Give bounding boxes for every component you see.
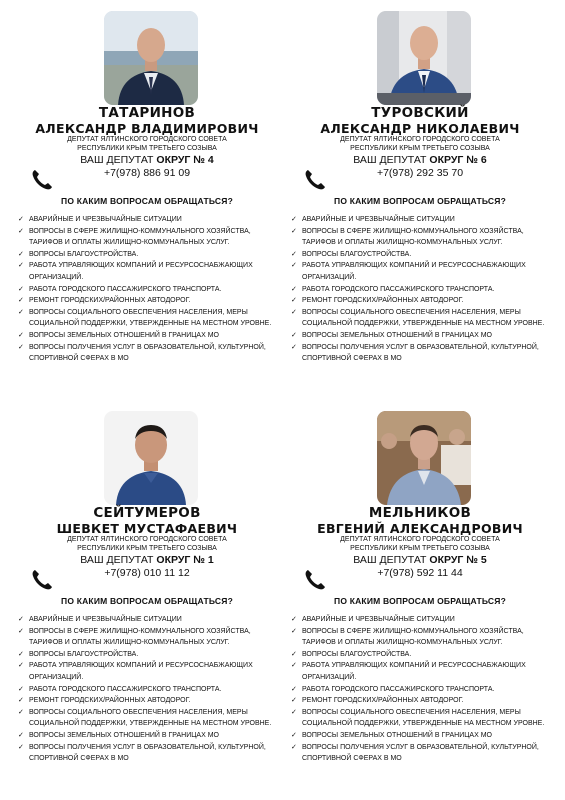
council-line-1: ДЕПУТАТ ЯЛТИНСКОГО ГОРОДСКОГО СОВЕТА <box>340 536 500 543</box>
phone-handset-icon <box>30 168 54 192</box>
checkmark-icon: ✓ <box>18 685 24 693</box>
topic-item: ✓ ВОПРОСЫ БЛАГОУСТРОЙСТВА. <box>291 649 551 661</box>
topic-item: ✓ ВОПРОСЫ В СФЕРЕ ЖИЛИЩНО-КОММУНАЛЬНОГО ХОЗЯЙСТВА, ТАРИФОВ И ОПЛАТЫ ЖИЛИЩНО-КОММУНАЛЬНЫХ УСЛУГ. <box>18 227 251 247</box>
deputy-surname: ТУРОВСКИЙ <box>371 105 469 121</box>
checkmark-icon: ✓ <box>18 343 24 351</box>
checkmark-icon: ✓ <box>291 708 297 716</box>
checkmark-icon: ✓ <box>291 250 297 258</box>
deputy-surname: ТАТАРИНОВ <box>98 105 196 121</box>
topic-item: ✓ РАБОТА УПРАВЛЯЮЩИХ КОМПАНИЙ И РЕСУРСОСНАБЖАЮЩИХ ОРГАНИЗАЦИЙ. <box>291 262 526 281</box>
checkmark-icon: ✓ <box>18 285 24 293</box>
council-line-1: ДЕПУТАТ ЯЛТИНСКОГО ГОРОДСКОГО СОВЕТА <box>67 536 227 543</box>
okrug-number: ОКРУГ № 1 <box>156 554 214 566</box>
checkmark-icon: ✓ <box>18 616 24 623</box>
topic-item: ✓ РАБОТА УПРАВЛЯЮЩИХ КОМПАНИЙ И РЕСУРСОСНАБЖАЮЩИХ ОРГАНИЗАЦИЙ. <box>18 662 253 681</box>
checkmark-icon: ✓ <box>291 662 297 670</box>
checkmark-icon: ✓ <box>18 216 24 223</box>
checkmark-icon: ✓ <box>291 627 297 635</box>
topic-item: ✓ ВОПРОСЫ СОЦИАЛЬНОГО ОБЕСПЕЧЕНИЯ НАСЕЛЕНИЯ, МЕРЫ СОЦИАЛЬНОЙ ПОДДЕРЖКИ, УТВЕРЖДЕННЫЕ НА МЕСТНОМ УРОВНЕ. <box>291 708 545 728</box>
topic-item: ✓ РАБОТА УПРАВЛЯЮЩИХ КОМПАНИЙ И РЕСУРСОСНАБЖАЮЩИХ ОРГАНИЗАЦИЙ. <box>291 662 526 681</box>
topic-item: ✓ ВОПРОСЫ ЗЕМЕЛЬНЫХ ОТНОШЕНИЙ В ГРАНИЦАХ МО <box>291 330 551 342</box>
council-line-1: ДЕПУТАТ ЯЛТИНСКОГО ГОРОДСКОГО СОВЕТА <box>340 136 500 143</box>
checkmark-icon: ✓ <box>291 216 297 223</box>
checkmark-icon: ✓ <box>18 708 24 716</box>
topic-item: ✓ АВАРИЙНЫЕ И ЧРЕЗВЫЧАЙНЫЕ СИТУАЦИИ <box>18 614 278 626</box>
topic-item: ✓ ВОПРОСЫ ПОЛУЧЕНИЯ УСЛУГ В ОБРАЗОВАТЕЛЬНОЙ, КУЛЬТУРНОЙ, СПОРТИВНОЙ СФЕРАХ В МО <box>18 343 266 363</box>
deputy-surname: СЕЙТУМЕРОВ <box>93 505 201 521</box>
checkmark-icon: ✓ <box>291 297 297 305</box>
checkmark-icon: ✓ <box>291 285 297 293</box>
council-line-2: РЕСПУБЛИКИ КРЫМ ТРЕТЬЕГО СОЗЫВА <box>77 144 217 152</box>
topic-item: ✓ РЕМОНТ ГОРОДСКИХ/РАЙОННЫХ АВТОДОРОГ. <box>291 295 551 307</box>
phone-number: +7(978) 886 91 09 <box>103 167 191 179</box>
topic-item: ✓ ВОПРОСЫ ПОЛУЧЕНИЯ УСЛУГ В ОБРАЗОВАТЕЛЬНОЙ, КУЛЬТУРНОЙ, СПОРТИВНОЙ СФЕРАХ В МО <box>291 743 539 763</box>
checkmark-icon: ✓ <box>291 685 297 693</box>
questions-title: ПО КАКИМ ВОПРОСАМ ОБРАЩАТЬСЯ? <box>61 596 233 606</box>
topic-item: ✓ ВОПРОСЫ БЛАГОУСТРОЙСТВА. <box>18 249 278 261</box>
questions-title: ПО КАКИМ ВОПРОСАМ ОБРАЩАТЬСЯ? <box>61 196 233 206</box>
checkmark-icon: ✓ <box>291 262 297 270</box>
checkmark-icon: ✓ <box>291 331 297 339</box>
phone-handset-icon <box>30 568 54 592</box>
topic-item: ✓ ВОПРОСЫ БЛАГОУСТРОЙСТВА. <box>18 649 278 661</box>
checkmark-icon: ✓ <box>18 250 24 258</box>
council-line-2: РЕСПУБЛИКИ КРЫМ ТРЕТЬЕГО СОЗЫВА <box>77 544 217 552</box>
topic-item: ✓ ВОПРОСЫ БЛАГОУСТРОЙСТВА. <box>291 249 551 261</box>
deputy-surname: МЕЛЬНИКОВ <box>368 505 472 521</box>
checkmark-icon: ✓ <box>291 731 297 739</box>
topic-item: ✓ АВАРИЙНЫЕ И ЧРЕЗВЫЧАЙНЫЕ СИТУАЦИИ <box>291 614 551 626</box>
topic-item: ✓ АВАРИЙНЫЕ И ЧРЕЗВЫЧАЙНЫЕ СИТУАЦИИ <box>291 214 551 226</box>
topic-item: ✓ ВОПРОСЫ ЗЕМЕЛЬНЫХ ОТНОШЕНИЙ В ГРАНИЦАХ МО <box>18 330 278 342</box>
topic-item: ✓ РЕМОНТ ГОРОДСКИХ/РАЙОННЫХ АВТОДОРОГ. <box>18 695 278 707</box>
okrug-line: ВАШ ДЕПУТАТ ОКРУГ № 4 <box>80 154 214 166</box>
questions-title: ПО КАКИМ ВОПРОСАМ ОБРАЩАТЬСЯ? <box>334 196 506 206</box>
questions-title: ПО КАКИМ ВОПРОСАМ ОБРАЩАТЬСЯ? <box>334 596 506 606</box>
topic-item: ✓ РАБОТА ГОРОДСКОГО ПАССАЖИРСКОГО ТРАНСПОРТА. <box>18 684 278 696</box>
topic-item: ✓ РАБОТА ГОРОДСКОГО ПАССАЖИРСКОГО ТРАНСПОРТА. <box>18 284 278 296</box>
phone-number: +7(978) 592 11 44 <box>377 567 463 579</box>
checkmark-icon: ✓ <box>18 262 24 270</box>
topics-list <box>18 614 278 765</box>
checkmark-icon: ✓ <box>291 227 297 235</box>
checkmark-icon: ✓ <box>18 650 24 658</box>
deputy-name: АЛЕКСАНДР ВЛАДИМИРОВИЧ <box>35 121 259 136</box>
deputy-name: ЕВГЕНИЙ АЛЕКСАНДРОВИЧ <box>317 521 523 536</box>
topic-item: ✓ ВОПРОСЫ ЗЕМЕЛЬНЫХ ОТНОШЕНИЙ В ГРАНИЦАХ МО <box>291 730 551 742</box>
checkmark-icon: ✓ <box>18 731 24 739</box>
council-line-2: РЕСПУБЛИКИ КРЫМ ТРЕТЬЕГО СОЗЫВА <box>350 544 490 552</box>
okrug-number: ОКРУГ № 6 <box>429 154 487 166</box>
topics-list <box>291 214 551 365</box>
checkmark-icon: ✓ <box>18 743 24 751</box>
topic-item: ✓ ВОПРОСЫ ПОЛУЧЕНИЯ УСЛУГ В ОБРАЗОВАТЕЛЬНОЙ, КУЛЬТУРНОЙ, СПОРТИВНОЙ СФЕРАХ В МО <box>18 743 266 763</box>
topic-item: ✓ РЕМОНТ ГОРОДСКИХ/РАЙОННЫХ АВТОДОРОГ. <box>291 695 551 707</box>
checkmark-icon: ✓ <box>291 697 297 705</box>
checkmark-icon: ✓ <box>18 227 24 235</box>
topic-item: ✓ ВОПРОСЫ В СФЕРЕ ЖИЛИЩНО-КОММУНАЛЬНОГО ХОЗЯЙСТВА, ТАРИФОВ И ОПЛАТЫ ЖИЛИЩНО-КОММУНАЛЬНЫХ УСЛУГ. <box>291 627 524 647</box>
deputy-photo <box>104 411 198 505</box>
phone-handset-icon <box>303 568 327 592</box>
checkmark-icon: ✓ <box>18 697 24 705</box>
topic-item: ✓ ВОПРОСЫ ПОЛУЧЕНИЯ УСЛУГ В ОБРАЗОВАТЕЛЬНОЙ, КУЛЬТУРНОЙ, СПОРТИВНОЙ СФЕРАХ В МО <box>291 343 539 363</box>
okrug-line: ВАШ ДЕПУТАТ ОКРУГ № 5 <box>353 554 487 566</box>
deputy-name: ШЕВКЕТ МУСТАФАЕВИЧ <box>56 521 238 536</box>
council-line-1: ДЕПУТАТ ЯЛТИНСКОГО ГОРОДСКОГО СОВЕТА <box>67 136 227 143</box>
topic-item: ✓ ВОПРОСЫ СОЦИАЛЬНОГО ОБЕСПЕЧЕНИЯ НАСЕЛЕНИЯ, МЕРЫ СОЦИАЛЬНОЙ ПОДДЕРЖКИ, УТВЕРЖДЕННЫЕ НА МЕСТНОМ УРОВНЕ. <box>18 708 272 728</box>
okrug-number: ОКРУГ № 4 <box>156 154 214 166</box>
deputy-photo <box>104 11 198 105</box>
phone-handset-icon <box>303 168 327 192</box>
deputy-photo <box>377 411 471 505</box>
checkmark-icon: ✓ <box>18 627 24 635</box>
checkmark-icon: ✓ <box>291 650 297 658</box>
council-line-2: РЕСПУБЛИКИ КРЫМ ТРЕТЬЕГО СОЗЫВА <box>350 144 490 152</box>
topic-item: ✓ ВОПРОСЫ В СФЕРЕ ЖИЛИЩНО-КОММУНАЛЬНОГО ХОЗЯЙСТВА, ТАРИФОВ И ОПЛАТЫ ЖИЛИЩНО-КОММУНАЛЬНЫХ УСЛУГ. <box>291 227 524 247</box>
topic-item: ✓ ВОПРОСЫ ЗЕМЕЛЬНЫХ ОТНОШЕНИЙ В ГРАНИЦАХ МО <box>18 730 278 742</box>
checkmark-icon: ✓ <box>291 743 297 751</box>
topic-item: ✓ АВАРИЙНЫЕ И ЧРЕЗВЫЧАЙНЫЕ СИТУАЦИИ <box>18 214 278 226</box>
topic-item: ✓ ВОПРОСЫ В СФЕРЕ ЖИЛИЩНО-КОММУНАЛЬНОГО ХОЗЯЙСТВА, ТАРИФОВ И ОПЛАТЫ ЖИЛИЩНО-КОММУНАЛЬНЫХ УСЛУГ. <box>18 627 251 647</box>
topic-item: ✓ РАБОТА ГОРОДСКОГО ПАССАЖИРСКОГО ТРАНСПОРТА. <box>291 684 551 696</box>
okrug-number: ОКРУГ № 5 <box>429 554 487 566</box>
deputy-photo <box>377 11 471 105</box>
topic-item: ✓ РАБОТА ГОРОДСКОГО ПАССАЖИРСКОГО ТРАНСПОРТА. <box>291 284 551 296</box>
checkmark-icon: ✓ <box>18 331 24 339</box>
checkmark-icon: ✓ <box>291 308 297 316</box>
checkmark-icon: ✓ <box>291 616 297 623</box>
checkmark-icon: ✓ <box>291 343 297 351</box>
okrug-line: ВАШ ДЕПУТАТ ОКРУГ № 1 <box>80 554 214 566</box>
phone-number: +7(978) 292 35 70 <box>376 167 464 179</box>
topic-item: ✓ ВОПРОСЫ СОЦИАЛЬНОГО ОБЕСПЕЧЕНИЯ НАСЕЛЕНИЯ, МЕРЫ СОЦИАЛЬНОЙ ПОДДЕРЖКИ, УТВЕРЖДЕННЫЕ НА МЕСТНОМ УРОВНЕ. <box>291 308 545 328</box>
okrug-line: ВАШ ДЕПУТАТ ОКРУГ № 6 <box>353 154 487 166</box>
phone-number: +7(978) 010 11 12 <box>104 567 190 579</box>
checkmark-icon: ✓ <box>18 308 24 316</box>
topic-item: ✓ РАБОТА УПРАВЛЯЮЩИХ КОМПАНИЙ И РЕСУРСОСНАБЖАЮЩИХ ОРГАНИЗАЦИЙ. <box>18 262 253 281</box>
topics-list <box>291 614 551 765</box>
deputy-name: АЛЕКСАНДР НИКОЛАЕВИЧ <box>320 121 520 136</box>
checkmark-icon: ✓ <box>18 662 24 670</box>
topic-item: ✓ РЕМОНТ ГОРОДСКИХ/РАЙОННЫХ АВТОДОРОГ. <box>18 295 278 307</box>
checkmark-icon: ✓ <box>18 297 24 305</box>
topic-item: ✓ ВОПРОСЫ СОЦИАЛЬНОГО ОБЕСПЕЧЕНИЯ НАСЕЛЕНИЯ, МЕРЫ СОЦИАЛЬНОЙ ПОДДЕРЖКИ, УТВЕРЖДЕННЫЕ НА МЕСТНОМ УРОВНЕ. <box>18 308 272 328</box>
topics-list <box>18 214 278 365</box>
